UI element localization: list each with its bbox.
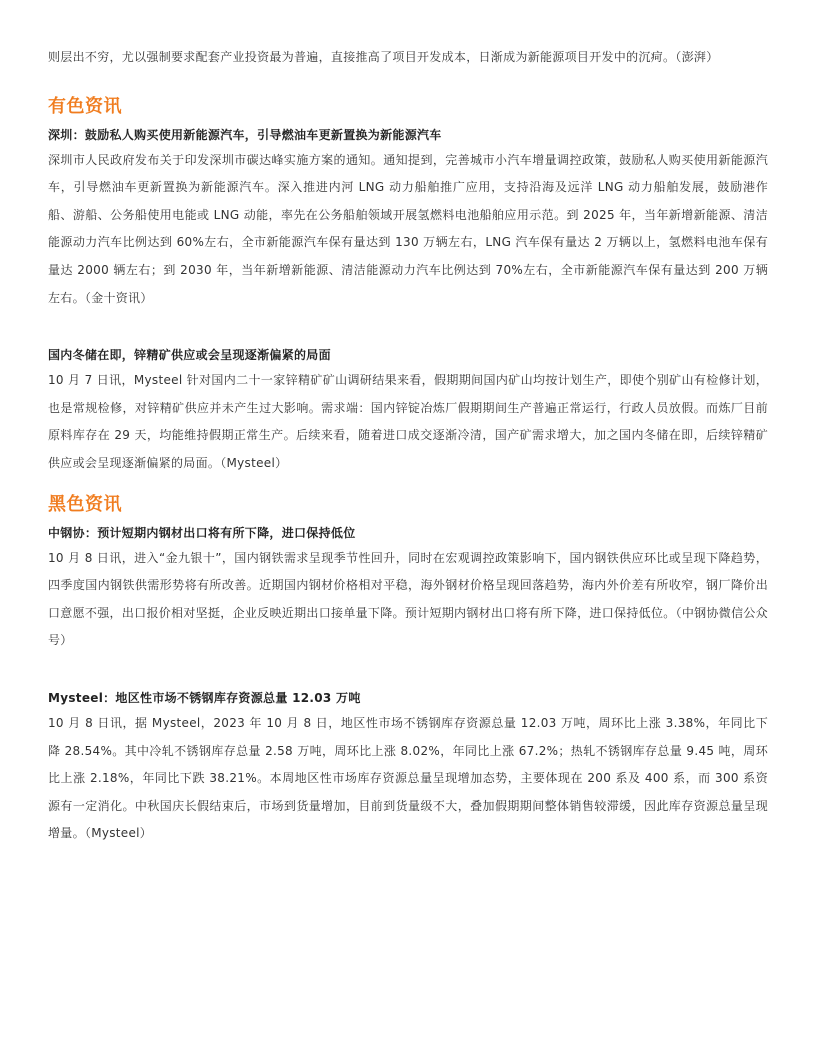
section-nonferrous-news [48,93,768,478]
section-title: 黑色资讯 [48,493,122,515]
article-body: 10 月 8 日讯，进入“金九银十”，国内钢铁需求呈现季节性回升，同时在宏观调控政策影响下，国内钢铁供应环比或呈现下降趋势，四季度国内钢铁供需形势将有所改善。近期国内钢材价格相对平稳，海外钢材价格呈现回落趋势，海内外价差有所收窄，钢厂降价出口意愿不强，出口报价相对坚挺，企业反映近期出口接单量下降。预计短期内钢材出口将有所下降，进口保持低位。（中钢协微信公众号） [48,550,768,648]
article-headline: Mysteel：地区性市场不锈钢库存资源总量 12.03 万吨 [48,690,361,705]
article-stainless-inventory [48,686,768,848]
section-ferrous-news [48,491,768,848]
spacer [48,72,768,93]
document-page [48,44,768,848]
article-body: 深圳市人民政府发布关于印发深圳市碳达峰实施方案的通知。通知提到，完善城市小汽车增量调控政策，鼓励私人购买使用新能源汽车，引导燃油车更新置换为新能源汽车。深入推进内河 LNG 动力船舶推广应用，支持沿海及远洋 LNG 动力船舶发展，鼓励港作船、游船、公务船使用电能或 LNG 动能，率先在公务船舶领域开展氢燃料电池船舶应用示范。到 2025 年，当年新增新能源、清洁能源动力汽车比例达到 60%左右，全市新能源汽车保有量达到 130 万辆左右，LNG 汽车保有量达 2 万辆以上，氢燃料电池车保有量达 2000 辆左右；到 2030 年，当年新增新能源、清洁能源动力汽车比例达到 70%左右，全市新能源汽车保有量达到 200 万辆左右。（金十资讯） [48,152,768,305]
section-title: 有色资讯 [48,95,122,117]
article-zinc-concentrate [48,343,768,477]
intro-paragraph: 则层出不穷，尤以强制要求配套产业投资最为普遍，直接推高了项目开发成本，日渐成为新能源项目开发中的沉疴。（澎湃） [48,50,719,64]
article-headline: 国内冬储在即，锌精矿供应或会呈现逐渐偏紧的局面 [48,348,331,363]
article-body: 10 月 8 日讯，据 Mysteel，2023 年 10 月 8 日，地区性市场不锈钢库存资源总量 12.03 万吨，周环比上涨 3.38%，年同比下降 28.54%。其中冷轧不锈钢库存总量 2.58 万吨，周环比上涨 8.02%，年同比上涨 67.2%；热轧不锈钢库存总量 9.45 吨，周环比上涨 2.18%，年同比下跌 38.21%。本周地区性市场库存资源总量呈现增加态势，主要体现在 200 系及 400 系，而 300 系资源有一定消化。中秋国庆长假结束后，市场到货量增加，目前到货量级不大，叠加假期期间整体销售较滞缓，因此库存资源总量呈现增量。（Mysteel） [48,715,768,841]
article-body: 10 月 7 日讯，Mysteel 针对国内二十一家锌精矿矿山调研结果来看，假期期间国内矿山均按计划生产，即使个别矿山有检修计划，也是常规检修，对锌精矿供应并未产生过大影响。需求端：国内锌锭冶炼厂假期期间生产普遍正常运行，行政人员放假。而炼厂目前原料库存在 29 天，均能维持假期正常生产。后续来看，随着进口成交逐渐冷清，国产矿需求增大，加之国内冬储在即，后续锌精矿供应或会呈现逐渐偏紧的局面。（Mysteel） [48,373,768,470]
article-headline: 中钢协：预计短期内钢材出口将有所下降，进口保持低位 [48,525,356,540]
article-headline: 深圳：鼓励私人购买使用新能源汽车，引导燃油车更新置换为新能源汽车 [48,127,442,142]
article-shenzhen-nev [48,123,768,313]
article-steel-export [48,521,768,655]
